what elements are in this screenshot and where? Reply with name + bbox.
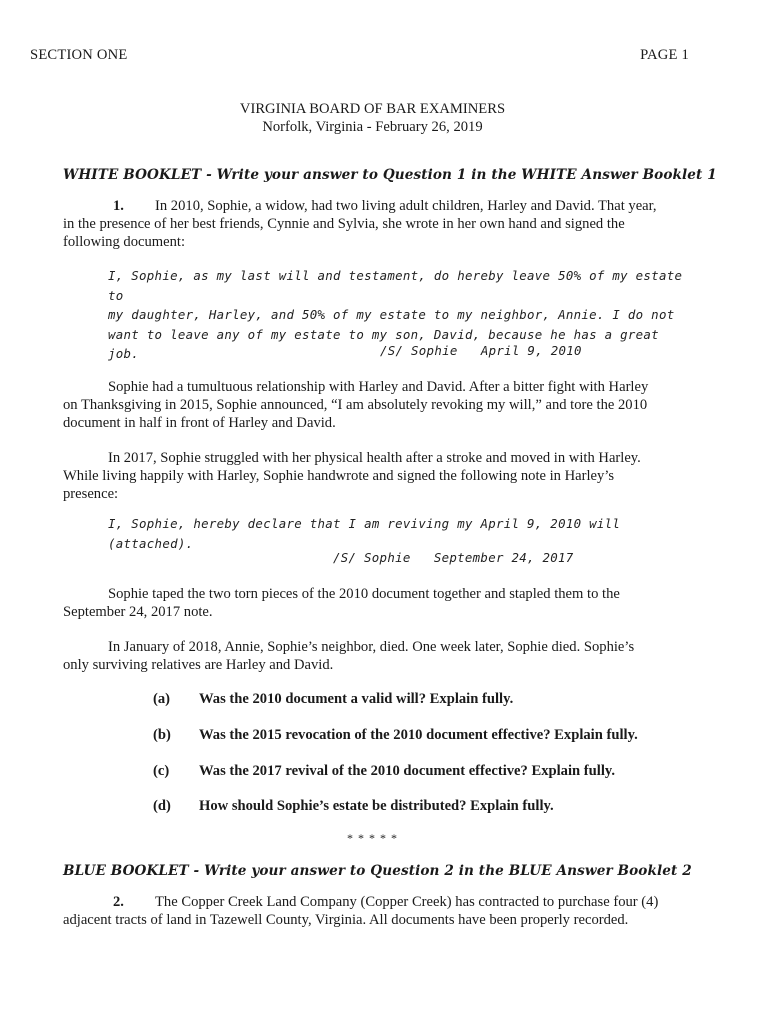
exam-location-date: Norfolk, Virginia - February 26, 2019 — [262, 119, 483, 135]
exam-title: VIRGINIA BOARD OF BAR EXAMINERS — [239, 101, 506, 117]
subquestion-d: (d) How should Sophie’s estate be distributed? Explain fully. — [153, 798, 554, 814]
subquestion-c: (c) Was the 2017 revival of the 2010 document effective? Explain fully. — [153, 763, 616, 779]
q1-intro: 1. In 2010, Sophie, a widow, had two living adult children, Harley and David. That year, in the presence of her best friends, Cynnie and Sylvia, she wrote in her own hand and signed the following document: — [63, 198, 657, 250]
q1-paragraph-deaths: In January of 2018, Annie, Sophie’s neighbor, died. One week later, Sophie died. Sophie’s only surviving relatives are Harley and David. — [63, 639, 635, 673]
subquestion-a: (a) Was the 2010 document a valid will? Explain fully. — [153, 691, 514, 707]
booklet-instruction-white: WHITE BOOKLET - Write your answer to Question 1 in the WHITE Answer Booklet 1 — [63, 167, 717, 183]
subquestion-b: (b) Was the 2015 revocation of the 2010 document effective? Explain fully. — [153, 727, 638, 743]
note-signature: /S/ Sophie September 24, 2017 — [333, 550, 574, 565]
q1-paragraph-taped: Sophie taped the two torn pieces of the 2010 document together and stapled them to the September 24, 2017 note. — [63, 586, 620, 620]
booklet-instruction-blue: BLUE BOOKLET - Write your answer to Question 2 in the BLUE Answer Booklet 2 — [63, 863, 692, 879]
q1-paragraph-revocation: Sophie had a tumultuous relationship with Harley and David. After a bitter fight with Harley on Thanksgiving in 2015, Sophie announced, “I am absolutely revoking my will,” and tore the 2010 document in half in front of Harley and David. — [63, 379, 649, 431]
handwritten-revival-note: I, Sophie, hereby declare that I am reviving my April 9, 2010 will (attached). — [108, 516, 621, 551]
q2-intro: 2. The Copper Creek Land Company (Copper Creek) has contracted to purchase four (4) adjacent tracts of land in Tazewell County, Virginia. All documents have been properly recorded. — [63, 894, 659, 928]
q1-paragraph-stroke: In 2017, Sophie struggled with her physical health after a stroke and moved in with Harley. While living happily with Harley, Sophie handwrote and signed the following note in Harley’s presence: — [63, 450, 641, 502]
question-number: 2. — [113, 894, 124, 910]
section-label: SECTION ONE — [30, 47, 128, 63]
page-number: PAGE 1 — [640, 47, 689, 63]
section-separator: * * * * * — [347, 831, 398, 845]
handwritten-will: I, Sophie, as my last will and testament, do hereby leave 50% of my estate to my daughter, Harley, and 50% of my estate to my neighbor, Annie. I do not want to leave any of my estate to my son, David, because he has a great job. — [108, 268, 683, 361]
question-number: 1. — [113, 198, 124, 214]
will-signature: /S/ Sophie April 9, 2010 — [380, 343, 582, 358]
